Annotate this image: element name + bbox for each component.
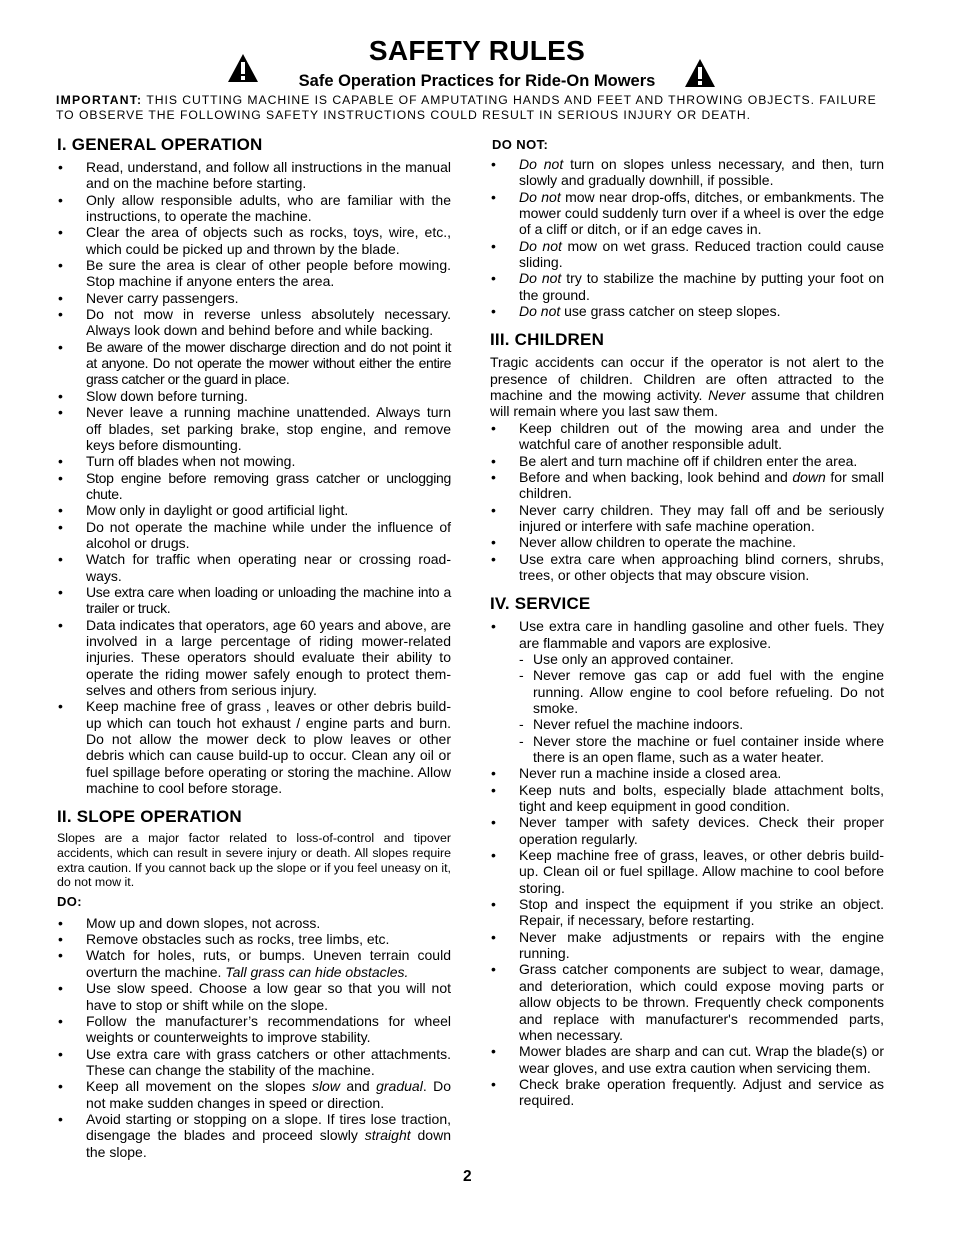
list-item: • Do not use grass catcher on steep slopes.	[490, 303, 884, 319]
list-item: • Turn off blades when not mowing.	[57, 453, 451, 469]
do-not-label: DO NOT:	[492, 137, 549, 152]
list-item: • Stop and inspect the equipment if you strike an object. Repair, if necessary, before restarting.	[490, 896, 884, 929]
list-item: • Watch for holes, ruts, or bumps. Uneven terrain could overturn the machine. Tall grass can hide obstacles.	[57, 947, 451, 980]
list-item: • Before and when backing, look behind and down for small children.	[490, 469, 884, 502]
slope-do-not-list	[490, 156, 884, 319]
list-item: • Never run a machine inside a closed area.	[490, 765, 884, 781]
page-subtitle: Safe Operation Practices for Ride-On Mowers	[298, 72, 656, 90]
list-item: • Be aware of the mower discharge direction and do not point it at anyone. Do not operate the mower without either the entire grass catcher or the guard in place.	[57, 339, 451, 388]
section-heading-slope: II. SLOPE OPERATION	[57, 807, 242, 827]
list-item: • Be sure the area is clear of other people before mowing. Stop machine if anyone enters the area.	[57, 257, 451, 290]
list-item: • Mow only in daylight or good artificial light.	[57, 502, 451, 518]
do-label: DO:	[57, 893, 83, 909]
service-list	[490, 618, 884, 1108]
slope-do-list	[57, 915, 451, 1160]
fuel-sublist	[519, 651, 884, 765]
list-item: • Mower blades are sharp and can cut. Wrap the blade(s) or wear gloves, and use extra caution when servicing them.	[490, 1043, 884, 1076]
list-item: • Follow the manufacturer’s recommendations for wheel weights or counterweights to improve stability.	[57, 1013, 451, 1046]
list-item: • Do not mow near drop-offs, ditches, or embankments. The mower could suddenly turn over if a wheel is over the edge of a cliff or ditch, or if an edge caves in.	[490, 189, 884, 238]
list-item: • Grass catcher components are subject to wear, damage, and deterioration, which could expose moving parts or allow objects to be thrown. Frequently check components and replace with manufacturer's recommended parts, when necessary.	[490, 961, 884, 1043]
general-list	[57, 159, 451, 796]
page-number: 2	[463, 1168, 472, 1185]
list-item: • Use extra care when loading or unloading the machine into a trailer or truck.	[57, 584, 451, 617]
list-item: • Use extra care with grass catchers or other attachments. These can change the stability of the machine.	[57, 1046, 451, 1079]
list-item: • Never allow children to operate the machine.	[490, 534, 884, 550]
important-text: THIS CUTTING MACHINE IS CAPABLE OF AMPUTATING HANDS AND FEET AND THROWING OBJECTS. FAILURE TO OBSERVE THE FOLLOWING SAFETY INSTRUCTIONS COULD RESULT IN SERIOUS INJURY OR DEATH.	[56, 93, 877, 122]
list-item: • Do not operate the machine while under the influence of alcohol or drugs.	[57, 519, 451, 552]
list-item: • Do not turn on slopes unless necessary, and then, turn slowly and gradually downhill, if possible.	[490, 156, 884, 189]
sub-list-item: - Never remove gas cap or add fuel with the engine running. Allow engine to cool before refueling. Do not smoke.	[519, 667, 884, 716]
list-item: • Keep machine free of grass , leaves or other debris build-up which can touch hot exhaust / engine parts and burn. Do not allow the mower deck to plow leaves or other debris which can cause build-up to occur. Clean any oil or fuel spillage before operating or storing the machine. Allow machine to cool before storage.	[57, 698, 451, 796]
section-heading-children: III. CHILDREN	[490, 330, 605, 350]
section-heading-service: IV. SERVICE	[490, 594, 591, 614]
list-item: • Mow up and down slopes, not across.	[57, 915, 451, 931]
list-item: • Check brake operation frequently. Adjust and service as required.	[490, 1076, 884, 1109]
important-notice	[56, 93, 898, 122]
list-item: • Data indicates that operators, age 60 years and above, are involved in a large percentage of riding mower-related injuries. These operators should evaluate their ability to operate the riding mower safely enough to protect them-selves and others from serious injury.	[57, 617, 451, 699]
slope-intro: Slopes are a major factor related to loss-of-control and tipover accidents, which can result in severe injury or death. All slopes require extra caution. If you cannot back up the slope or if you feel uneasy on it, do not mow it.	[57, 831, 451, 890]
sub-list-item: - Never refuel the machine indoors.	[519, 716, 884, 732]
children-intro: Tragic accidents can occur if the operator is not alert to the presence of children. Children are often attracted to the machine and the mowing activity. Never assume that children will remain where you last saw them.	[490, 354, 884, 420]
right-column	[490, 137, 884, 1109]
important-label: IMPORTANT:	[56, 93, 143, 107]
list-item: • Only allow responsible adults, who are familiar with the instructions, to operate the machine.	[57, 192, 451, 225]
list-item: • Clear the area of objects such as rocks, toys, wire, etc., which could be picked up and thrown by the blade.	[57, 224, 451, 257]
list-item: • Do not mow on wet grass. Reduced traction could cause sliding.	[490, 238, 884, 271]
left-column	[57, 135, 451, 1160]
list-item: • Never make adjustments or repairs with the engine running.	[490, 929, 884, 962]
list-item: • Never carry children. They may fall off and be seriously injured or interfere with safe machine operation.	[490, 502, 884, 535]
list-item: • Use extra care in handling gasoline and other fuels. They are flammable and vapors are explosive. - Use only an approved container. - Never remove gas cap or add fuel with the engine running. Allow engine to cool before refueling. Do not smoke. - Never refuel the machine indoors. - Never store the machine or fuel container inside where there is an open flame, such as a water heater.	[490, 618, 884, 765]
list-item: • Use extra care when approaching blind corners, shrubs, trees, or other objects that may obscure vision.	[490, 551, 884, 584]
list-item: • Never leave a running machine unattended. Always turn off blades, set parking brake, stop engine, and remove keys before dismounting.	[57, 404, 451, 453]
sub-list-item: - Use only an approved container.	[519, 651, 884, 667]
list-item: • Be alert and turn machine off if children enter the area.	[490, 453, 884, 469]
children-list	[490, 420, 884, 583]
page-title: SAFETY RULES	[368, 35, 586, 66]
list-item: • Stop engine before removing grass catcher or unclogging chute.	[57, 470, 451, 503]
list-item: • Keep all movement on the slopes slow and gradual. Do not make sudden changes in speed or direction.	[57, 1078, 451, 1111]
list-item: • Use slow speed. Choose a low gear so that you will not have to stop or shift while on the slope.	[57, 980, 451, 1013]
sub-list-item: - Never store the machine or fuel container inside where there is an open flame, such as a water heater.	[519, 733, 884, 766]
list-item: • Watch for traffic when operating near or crossing road-ways.	[57, 551, 451, 584]
list-item: • Do not mow in reverse unless absolutely necessary. Always look down and behind before and while backing.	[57, 306, 451, 339]
list-item: • Keep machine free of grass, leaves, or other debris build-up. Clean oil or fuel spillage. Allow machine to cool before storing.	[490, 847, 884, 896]
list-item: • Keep children out of the mowing area and under the watchful care of another responsible adult.	[490, 420, 884, 453]
list-item: • Never tamper with safety devices. Check their proper operation regularly.	[490, 814, 884, 847]
list-item: • Do not try to stabilize the machine by putting your foot on the ground.	[490, 270, 884, 303]
section-heading-general: I. GENERAL OPERATION	[57, 135, 263, 154]
list-item: • Keep nuts and bolts, especially blade attachment bolts, tight and keep equipment in good condition.	[490, 782, 884, 815]
list-item: • Never carry passengers.	[57, 290, 451, 306]
list-item: • Remove obstacles such as rocks, tree limbs, etc.	[57, 931, 451, 947]
list-item: • Avoid starting or stopping on a slope. If tires lose traction, disengage the blades and proceed slowly straight down the slope.	[57, 1111, 451, 1160]
list-item: • Read, understand, and follow all instructions in the manual and on the machine before starting.	[57, 159, 451, 192]
list-item: • Slow down before turning.	[57, 388, 451, 404]
